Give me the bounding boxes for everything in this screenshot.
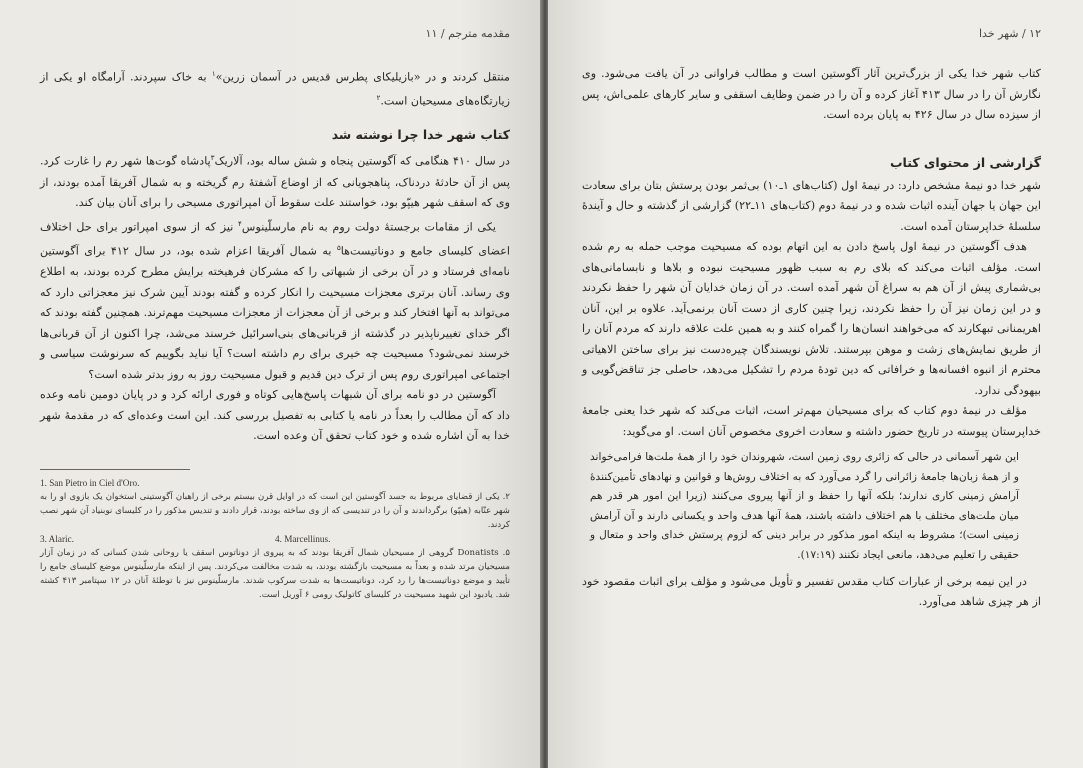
- footnote-4: 4. Marcellinus.: [275, 533, 331, 544]
- paragraph-text: به شمال آفریقا اعزام شده بود، در سال ۴۱۲ برای آگوستین نامه‌ای فرستاد و در آن برخی از شبهاتی را که مشرکان فرهیخته برایش مطرح کرده بودند، به اطلاع وی رساند. آنان برتری معجزات مسیحیت را انکار کرده و گفته بودند آیین شرک نیز معجزاتی دارد که می‌تواند به آنها افتخار کند و برخی از آن معجزات از معجزات مسیحیت مهم‌ترند. همچنین گفته بودند که اگر خدای تغییرناپذیر در گذشته از قربانی‌های بنی‌اسرائیل خرسند می‌شد، چرا اکنون از آن قربانی‌ها خرسند نمی‌شود؟ مسیحیت چه خیری برای رم داشته است؟ آیا نباید بگوییم که سرنوشت سیاسی و اجتماعی امپراتوری روم پس از ترک دین قدیم و قبول مسیحیت روز به روز بدتر شده است؟: [40, 244, 510, 381]
- section-heading: گزارشی از محتوای کتاب: [889, 154, 1041, 170]
- paragraph: [40, 214, 510, 385]
- paragraph: هدف آگوستین در نیمهٔ اول پاسخ دادن به این اتهام بوده که مسیحیت موجب حمله به رم شده است. مؤلف اثبات می‌کند که بلای رم به سبب ظهور مسیحیت نبوده و بلاها و نابسامانی‌های بی‌شماری پیش از آن هم به سراغ آن شهر آمده است. در آن زمان خدایان آن شهر را حفظ نکردند و در این زمان نیز آن را حفظ نکردند، زیرا چنین کاری از دست آنان برنمی‌آید. علاوه بر این، آنان اهریمنانی تبهکارند که می‌خواهند انسان‌ها را گمراه کنند و به همین علت علاقه دارند که مردم آنان را از طریق نمایش‌های زشت و موهن بپرستند. تلاش نویسندگان چیره‌دست نیز برای ساختن الاهیاتی محترم از انبوه افسانه‌ها و خرافاتی که دین تودهٔ مردم را تشکیل می‌دهد، حاصلی جز تناقض‌گویی و بیهودگی ندارد.: [582, 240, 1041, 397]
- paragraph-text: منتقل کردند و در «بازیلیکای پطرس قدیس در آسمان زرین»: [215, 70, 510, 84]
- footnote-ref: ۱: [211, 70, 216, 78]
- footnote-ref: ۳: [210, 154, 215, 163]
- right-page-body: [582, 64, 1041, 613]
- footnote-ref: ۴: [238, 219, 242, 228]
- running-head: ۱۲ / شهر خدا: [978, 27, 1041, 40]
- paragraph: شهر خدا دو نیمهٔ مشخص دارد: در نیمهٔ اول (کتاب‌های ۱ـ۱۰) بی‌ثمر بودن پرستش بتان برای سعادت این جهان یا جهان آینده اثبات شده و در نیمهٔ دوم (کتاب‌های ۱۱ـ۲۲) گزارشی از گذشته و حال و آیندهٔ سلسلهٔ خداپرستان آمده است.: [582, 178, 1041, 233]
- paragraph: [40, 148, 510, 213]
- paragraph-text: یکی از مقامات برجستهٔ دولت روم به نام مارسلّینوس: [241, 220, 496, 234]
- paragraph: [40, 64, 510, 112]
- footnote-ref: ۵: [336, 243, 341, 252]
- paragraph-text: نیز که از سوی امپراتور برای حل اختلاف اعضای کلیسای جامع و دوناتیست‌ها: [40, 220, 511, 258]
- footnotes: [40, 476, 510, 602]
- spacer: [582, 126, 1041, 140]
- paragraph-text: به خاک سپردند. آرامگاه او یکی از زیارتگاه‌های مسیحیان است.: [40, 70, 510, 108]
- footnote-ref: ۲: [376, 94, 381, 103]
- footnote-3: 3. Alaric.: [40, 533, 74, 544]
- footnote-divider: [40, 469, 190, 470]
- quote-text: این شهر آسمانی در حالی که زائری روی زمین است، شهروندان خود را از همهٔ ملت‌ها فرامی‌خواند و از همهٔ زبان‌ها جامعهٔ زائرانی را گرد می‌آورد که به اختلاف روش‌ها و قوانین و نهادهای تأمین‌کنندهٔ آرامش زمینی کاری ندارند؛ بلکه آنها را حفظ و از آنها پیروی می‌کنند (زیرا این امور هر قدر هم میان ملت‌های مختلف با هم اختلاف داشته باشند، همهٔ آنها هدف واحد و یکسانی دارند و آن آرامش زمینی است)؛ مشروط به اینکه امور مذکور در برابر دینی که لزوم پرستش خدای واحد و متعال و حقیقی را تعلیم می‌دهد، مانعی ایجاد نکنند (۱۷:۱۹).: [590, 451, 1019, 561]
- paragraph: مؤلف در نیمهٔ دوم کتاب که برای مسیحیان مهم‌تر است، اثبات می‌کند که شهر خدا یعنی جامعهٔ خداپرستان پیوسته در تاریخ حضور داشته و سعادت اخروی مخصوص آنان است. او می‌گوید:: [582, 404, 1041, 438]
- running-head: مقدمه مترجم / ۱۱: [425, 27, 510, 40]
- paragraph-text: در سال ۴۱۰ هنگامی که آگوستین پنجاه و شش ساله بود، آلاریک: [214, 155, 510, 169]
- paragraph: آگوستین در دو نامه برای آن شبهات پاسخ‌هایی کوتاه و فوری ارائه کرد و در پایان دومین نامه وعده داد که آن مطالب را بعداً در نامه یا کتابی به تفصیل بررسی کند. این است وعده‌ای که در مقدمهٔ شهر خدا به آن اشاره شده و خود کتاب تحقق آن وعده است.: [40, 388, 510, 443]
- paragraph-text: پادشاه گوت‌ها شهر رم را غارت کرد. پس از آن حادثهٔ دردناک، پناهجویانی که از اوضاع آشفتهٔ رم گریخته و به شمال آفریقا آمده بودند، از وی که اسقف شهر هیپّو بود، خواستند علت سقوط آن امپراتوری مسیحی را برای آنان بیان کند.: [40, 155, 510, 210]
- footnote-5: ۵. Donatists گروهی از مسیحیان شمال آفریقا بودند که به پیروی از دوناتوس اسقف یا روحانی شدن کسانی که در زمان آزار مسیحیان مرتد شده و بعداً به مسیحیت بازگشته بودند، به شدت مخالفت می‌کردند. پس از اینکه مارسلّینوس موضع کلیسای جامع را تأیید و موضع دوناتیست‌ها را رد کرد، دوناتیست‌ها به شدت سرکوب شدند. مارسلّینوس نیز با توطئهٔ آنان در ۱۲ سپتامبر ۴۱۳ کشته شد. یادبود این شهید مسیحیت در کلیسای کاتولیک رومی ۶ آوریل است.: [40, 547, 510, 600]
- paragraph: در این نیمه برخی از عبارات کتاب مقدس تفسیر و تأویل می‌شود و مؤلف برای اثبات مقصود خود از هر چیزی شاهد می‌آورد.: [582, 574, 1041, 609]
- footnote-3-4: [40, 532, 510, 546]
- left-page-body: [40, 64, 510, 447]
- paragraph: کتاب شهر خدا یکی از بزرگ‌ترین آثار آگوستین است و مطالب فراوانی در آن یافت می‌شود. وی نگارش آن را در سال ۴۱۳ آغاز کرده و آن را در ضمن وظایف اسقفی و سایر کارهای علمی‌اش، پس از سیزده سال در سال ۴۲۶ به پایان برده است.: [582, 67, 1042, 121]
- section-heading: کتاب شهر خدا چرا نوشته شد: [331, 127, 510, 143]
- block-quote: [590, 448, 1019, 566]
- right-page: [548, 0, 1083, 768]
- footnote-2: ۲. یکی از قضایای مربوط به جسد آگوستین این است که در اوایل قرن بیستم برخی از راهبان آگوستینی استخوان یک بازوی او را به شهر عنّابه (هیپّو) برگرداندند و آن را در تندیسی که از وی ساخته بودند، قرار دادند و تندیس مذکور را در کلیسای نوبنیاد آن شهر نصب کردند.: [40, 491, 510, 530]
- footnote-1: 1. San Pietro in Ciel d'Oro.: [40, 477, 140, 488]
